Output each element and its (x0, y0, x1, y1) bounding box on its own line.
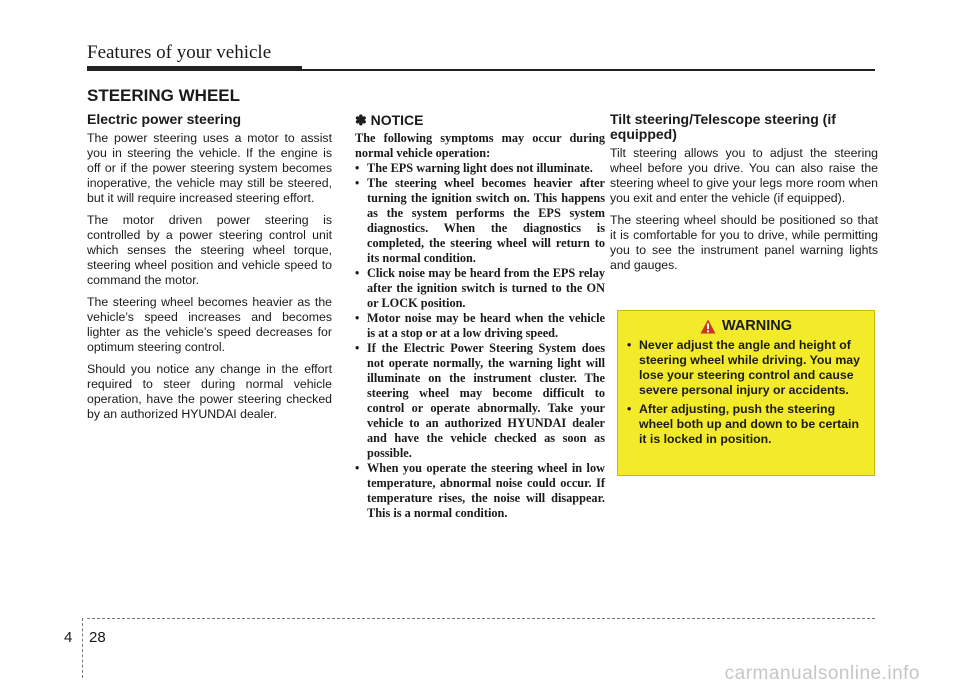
paragraph: The power steering uses a motor to assist you in steering the vehicle. If the engine is off or if the power steering system becomes inoperative, the vehicle may still be steered, but it will require increased steering effort. (87, 131, 332, 205)
page-number: 28 (89, 629, 106, 646)
section-title: STEERING WHEEL (87, 86, 241, 105)
paragraph: The steering wheel should be positioned so that it is comfortable for you to drive, while permitting you to see the instrument panel warning lights and gauges. (610, 213, 878, 272)
chapter-number: 4 (64, 629, 73, 646)
notice-column (355, 112, 605, 521)
paragraph: Tilt steering allows you to adjust the steering wheel before you drive. You can also raise the steering wheel to give your legs more room when you exit and enter the vehicle (if equipped). (610, 146, 878, 205)
paragraph: The steering wheel becomes heavier as the vehicle’s speed increases and becomes lighter as the vehicle’s speed decreases for optimum steering control. (87, 295, 332, 354)
warning-triangle-icon (700, 319, 716, 334)
notice-intro: The following symptoms may occur during normal vehicle operation: (355, 131, 605, 160)
tilt-steering-column (610, 112, 878, 280)
warning-header (627, 318, 865, 334)
header-bar (87, 66, 302, 71)
warning-item: • After adjusting, push the steering wheel both up and down to be certain it is locked in position. (627, 402, 865, 447)
header-rule (302, 69, 875, 71)
notice-body (355, 131, 605, 521)
tilt-steering-heading: Tilt steering/Telescope steering (if equipped) (610, 111, 836, 142)
footer-divider (82, 618, 83, 678)
notice-item: • Motor noise may be heard when the vehicle is at a stop or at a low driving speed. (355, 311, 605, 341)
paragraph: Should you notice any change in the effort required to steer during normal vehicle operation, have the power steering checked by an authorized HYUNDAI dealer. (87, 362, 332, 421)
footer-rule (87, 618, 875, 619)
warning-box (617, 310, 875, 476)
warning-list (627, 338, 865, 447)
notice-list (355, 161, 605, 521)
notice-title: ✽ NOTICE (355, 112, 424, 128)
notice-item: • If the Electric Power Steering System does not operate normally, the warning light will illuminate on the instrument cluster. The steering wheel may become difficult to control or operate abnormally. Take your vehicle to an authorized HYUNDAI dealer and have the vehicle checked as soon as possible. (355, 341, 605, 461)
warning-title: WARNING (721, 318, 793, 334)
watermark: carmanualsonline.info (724, 663, 920, 684)
notice-item: • When you operate the steering wheel in low temperature, abnormal noise could occur. If temperature rises, the noise will disappear. This is a normal condition. (355, 461, 605, 521)
paragraph: The motor driven power steering is controlled by a power steering control unit which senses the steering wheel torque, steering wheel position and vehicle speed to command the motor. (87, 213, 332, 287)
electric-power-steering-heading: Electric power steering (87, 111, 242, 127)
notice-item: • The steering wheel becomes heavier after turning the ignition switch on. This happens as the system performs the EPS system diagnostics. When the diagnostics is completed, the steering wheel will return to its normal condition. (355, 176, 605, 266)
electric-power-steering-column (87, 112, 332, 429)
page-header-title: Features of your vehicle (87, 42, 272, 63)
notice-item: • Click noise may be heard from the EPS relay after the ignition switch is turned to the ON or LOCK position. (355, 266, 605, 311)
notice-item: • The EPS warning light does not illuminate. (355, 161, 605, 176)
warning-item: • Never adjust the angle and height of steering wheel while driving. You may lose your steering control and cause severe personal injury or accidents. (627, 338, 865, 398)
